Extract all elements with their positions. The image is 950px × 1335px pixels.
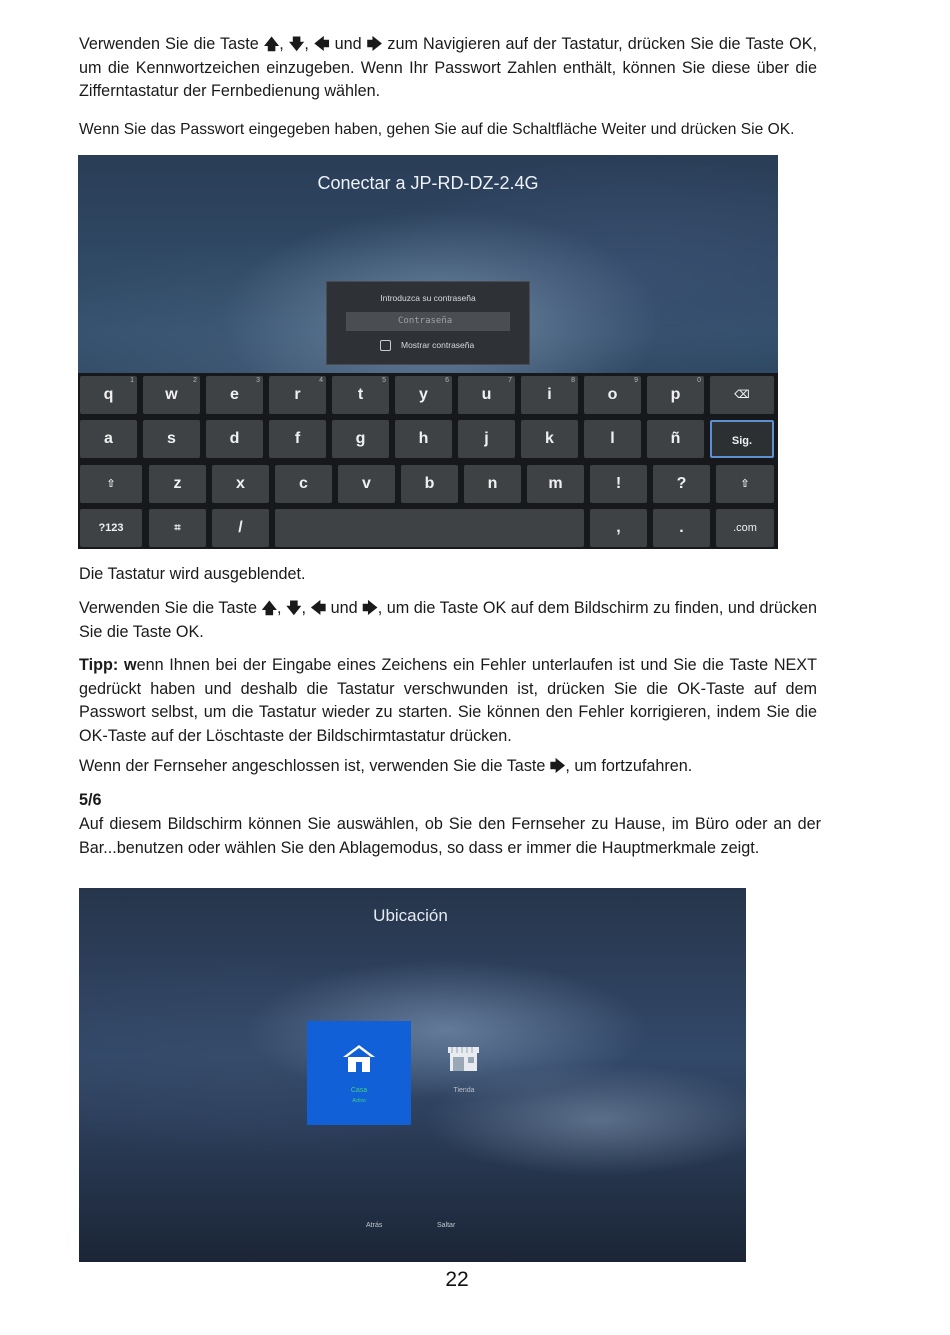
paragraph-text: , um fortzufahren. bbox=[565, 757, 693, 775]
conjunction: und bbox=[334, 35, 362, 53]
paragraph-text: Verwenden Sie die Taste bbox=[79, 35, 264, 53]
tip-label: Tipp: w bbox=[79, 656, 137, 674]
paragraph-text: Wenn der Fernseher angeschlossen ist, verwenden Sie die Taste bbox=[79, 757, 550, 775]
password-dialog bbox=[326, 281, 530, 365]
skip-button[interactable]: Saltar bbox=[437, 1222, 456, 1229]
key-label: p bbox=[670, 386, 681, 403]
shift-icon: ⇧ bbox=[106, 478, 116, 490]
instruction-paragraph-2: Wenn Sie das Passwort eingegeben haben, gehen Sie auf die Schaltfläche Weiter und drücken Sie OK. bbox=[79, 121, 795, 138]
key-hint: 2 bbox=[193, 377, 197, 384]
key-exclamation[interactable]: ! bbox=[590, 465, 647, 503]
key-b[interactable]: b bbox=[401, 465, 458, 503]
store-icon bbox=[447, 1045, 480, 1072]
key-t[interactable] bbox=[332, 376, 389, 414]
key-j[interactable]: j bbox=[458, 420, 515, 458]
key-s[interactable]: s bbox=[143, 420, 200, 458]
separator: , bbox=[279, 35, 284, 53]
tile-label: Casa bbox=[350, 1087, 368, 1094]
arrow-right-icon: 🡆 bbox=[366, 35, 383, 53]
key-label: o bbox=[607, 386, 618, 403]
instruction-paragraph-7: Auf diesem Bildschirm können Sie auswählen, ob Sie den Fernseher zu Hause, im Büro oder an der Bar...benutzen oder wählen Sie den Ablagemodus, so dass er immer die Hauptmerkmale zeigt. bbox=[79, 815, 821, 857]
screen-title: Conectar a JP-RD-DZ-2.4G bbox=[317, 173, 539, 193]
paragraph-text: zum Navigieren auf der Tastatur, drücken Sie die Taste OK, um die Kennwortzeichen einzugeben. Wenn Ihr Passwort Zahlen enthält, können Sie diese über die Zifferntastatur der Fernbedienung wählen. bbox=[79, 35, 818, 100]
screen-title: Ubicación bbox=[373, 906, 448, 925]
key-i[interactable] bbox=[521, 376, 578, 414]
key-hint: 9 bbox=[634, 377, 638, 384]
key-label: u bbox=[481, 386, 492, 403]
wifi-password-screenshot bbox=[78, 155, 778, 549]
arrow-left-icon: 🡄 bbox=[310, 599, 327, 617]
back-button[interactable]: Atrás bbox=[366, 1222, 383, 1229]
key-space[interactable] bbox=[275, 509, 584, 547]
tip-paragraph bbox=[79, 654, 817, 748]
key-period[interactable]: . bbox=[653, 509, 710, 547]
key-label: i bbox=[547, 386, 552, 403]
key-comma[interactable]: , bbox=[590, 509, 647, 547]
arrow-up-icon: 🡅 bbox=[261, 599, 278, 617]
tile-status: Activo bbox=[352, 1098, 366, 1104]
password-input[interactable]: Contraseña bbox=[346, 312, 510, 331]
tile-label: Tienda bbox=[453, 1087, 475, 1094]
key-g[interactable]: g bbox=[332, 420, 389, 458]
key-z[interactable]: z bbox=[149, 465, 206, 503]
key-slash[interactable]: / bbox=[212, 509, 269, 547]
key-symbols[interactable]: ?123 bbox=[80, 509, 142, 547]
key-hint: 5 bbox=[382, 377, 386, 384]
location-screenshot bbox=[79, 888, 746, 1262]
key-dotcom[interactable]: .com bbox=[716, 509, 774, 547]
show-password-label: Mostrar contraseña bbox=[401, 340, 475, 350]
page-number: 22 bbox=[445, 1268, 469, 1291]
key-backspace[interactable] bbox=[710, 376, 774, 414]
conjunction: und bbox=[330, 599, 358, 617]
arrow-down-icon: 🡇 bbox=[286, 599, 302, 617]
tile-home[interactable] bbox=[307, 1021, 411, 1125]
key-label: t bbox=[357, 386, 364, 403]
key-label: w bbox=[165, 386, 178, 403]
key-x[interactable]: x bbox=[212, 465, 269, 503]
key-a[interactable]: a bbox=[80, 420, 137, 458]
show-password-checkbox[interactable] bbox=[380, 340, 391, 351]
key-hint: 4 bbox=[319, 377, 323, 384]
instruction-paragraph-4 bbox=[79, 597, 817, 644]
tile-store[interactable] bbox=[429, 1038, 499, 1118]
arrow-right-icon: 🡆 bbox=[362, 599, 378, 617]
key-label: r bbox=[294, 386, 301, 403]
shift-icon: ⇧ bbox=[740, 478, 750, 490]
paragraph-text: Verwenden Sie die Taste bbox=[79, 599, 262, 617]
instruction-paragraph-6 bbox=[79, 755, 817, 779]
key-hint: 1 bbox=[130, 377, 134, 384]
key-w[interactable] bbox=[143, 376, 200, 414]
key-label: q bbox=[103, 386, 114, 403]
key-m[interactable]: m bbox=[527, 465, 584, 503]
paragraph-text: , um die Taste OK auf dem Bildschirm zu finden, und drücken Sie die Taste OK. bbox=[79, 599, 818, 641]
arrow-down-icon: 🡇 bbox=[288, 35, 305, 53]
step-heading: 5/6 bbox=[79, 791, 102, 809]
key-hint: 7 bbox=[508, 377, 512, 384]
key-f[interactable]: f bbox=[269, 420, 326, 458]
backspace-icon: ⌫ bbox=[734, 389, 750, 401]
arrow-left-icon: 🡄 bbox=[313, 35, 330, 53]
arrow-up-icon: 🡅 bbox=[263, 35, 280, 53]
key-d[interactable]: d bbox=[206, 420, 263, 458]
key-emoji[interactable] bbox=[149, 509, 206, 547]
key-u[interactable] bbox=[458, 376, 515, 414]
dialog-label: Introduzca su contraseña bbox=[380, 293, 476, 303]
key-v[interactable]: v bbox=[338, 465, 395, 503]
key-hint: 0 bbox=[697, 377, 701, 384]
key-n-tilde[interactable]: ñ bbox=[647, 420, 704, 458]
separator: , bbox=[304, 35, 309, 53]
key-question[interactable]: ? bbox=[653, 465, 710, 503]
key-label: y bbox=[419, 386, 428, 403]
key-e[interactable] bbox=[206, 376, 263, 414]
key-h[interactable]: h bbox=[395, 420, 452, 458]
key-hint: 3 bbox=[256, 377, 260, 384]
paragraph-text: enn Ihnen bei der Eingabe eines Zeichens ein Fehler unterlaufen ist und Sie die Taste NEXT gedrückt haben und deshalb die Tastatur verschwunden ist, drücken Sie die OK-Taste auf dem Passwort selbst, um die Tastatur wieder zu starten. Sie können den Fehler korrigieren, indem Sie die OK-Taste auf der Löschtaste der Bildschirmtastatur drücken. bbox=[79, 656, 817, 745]
symbol-grid-icon: ⌗ bbox=[174, 522, 181, 534]
key-hint: 8 bbox=[571, 377, 575, 384]
separator: , bbox=[301, 599, 306, 617]
key-p[interactable] bbox=[647, 376, 704, 414]
key-c[interactable]: c bbox=[275, 465, 332, 503]
house-icon bbox=[342, 1043, 376, 1073]
separator: , bbox=[277, 599, 282, 617]
key-shift-right[interactable] bbox=[716, 465, 774, 503]
instruction-paragraph-3: Die Tastatur wird ausgeblendet. bbox=[79, 565, 306, 583]
instruction-paragraph-1 bbox=[79, 33, 817, 104]
key-shift-left[interactable] bbox=[80, 465, 142, 503]
key-hint: 6 bbox=[445, 377, 449, 384]
key-n[interactable]: n bbox=[464, 465, 521, 503]
key-l[interactable]: l bbox=[584, 420, 641, 458]
onscreen-keyboard bbox=[78, 373, 778, 549]
key-o[interactable] bbox=[584, 376, 641, 414]
key-k[interactable]: k bbox=[521, 420, 578, 458]
key-label: e bbox=[230, 386, 239, 403]
key-next[interactable]: Sig. bbox=[710, 420, 774, 458]
key-q[interactable] bbox=[80, 376, 137, 414]
key-r[interactable] bbox=[269, 376, 326, 414]
key-y[interactable] bbox=[395, 376, 452, 414]
arrow-right-icon: 🡆 bbox=[549, 757, 566, 775]
